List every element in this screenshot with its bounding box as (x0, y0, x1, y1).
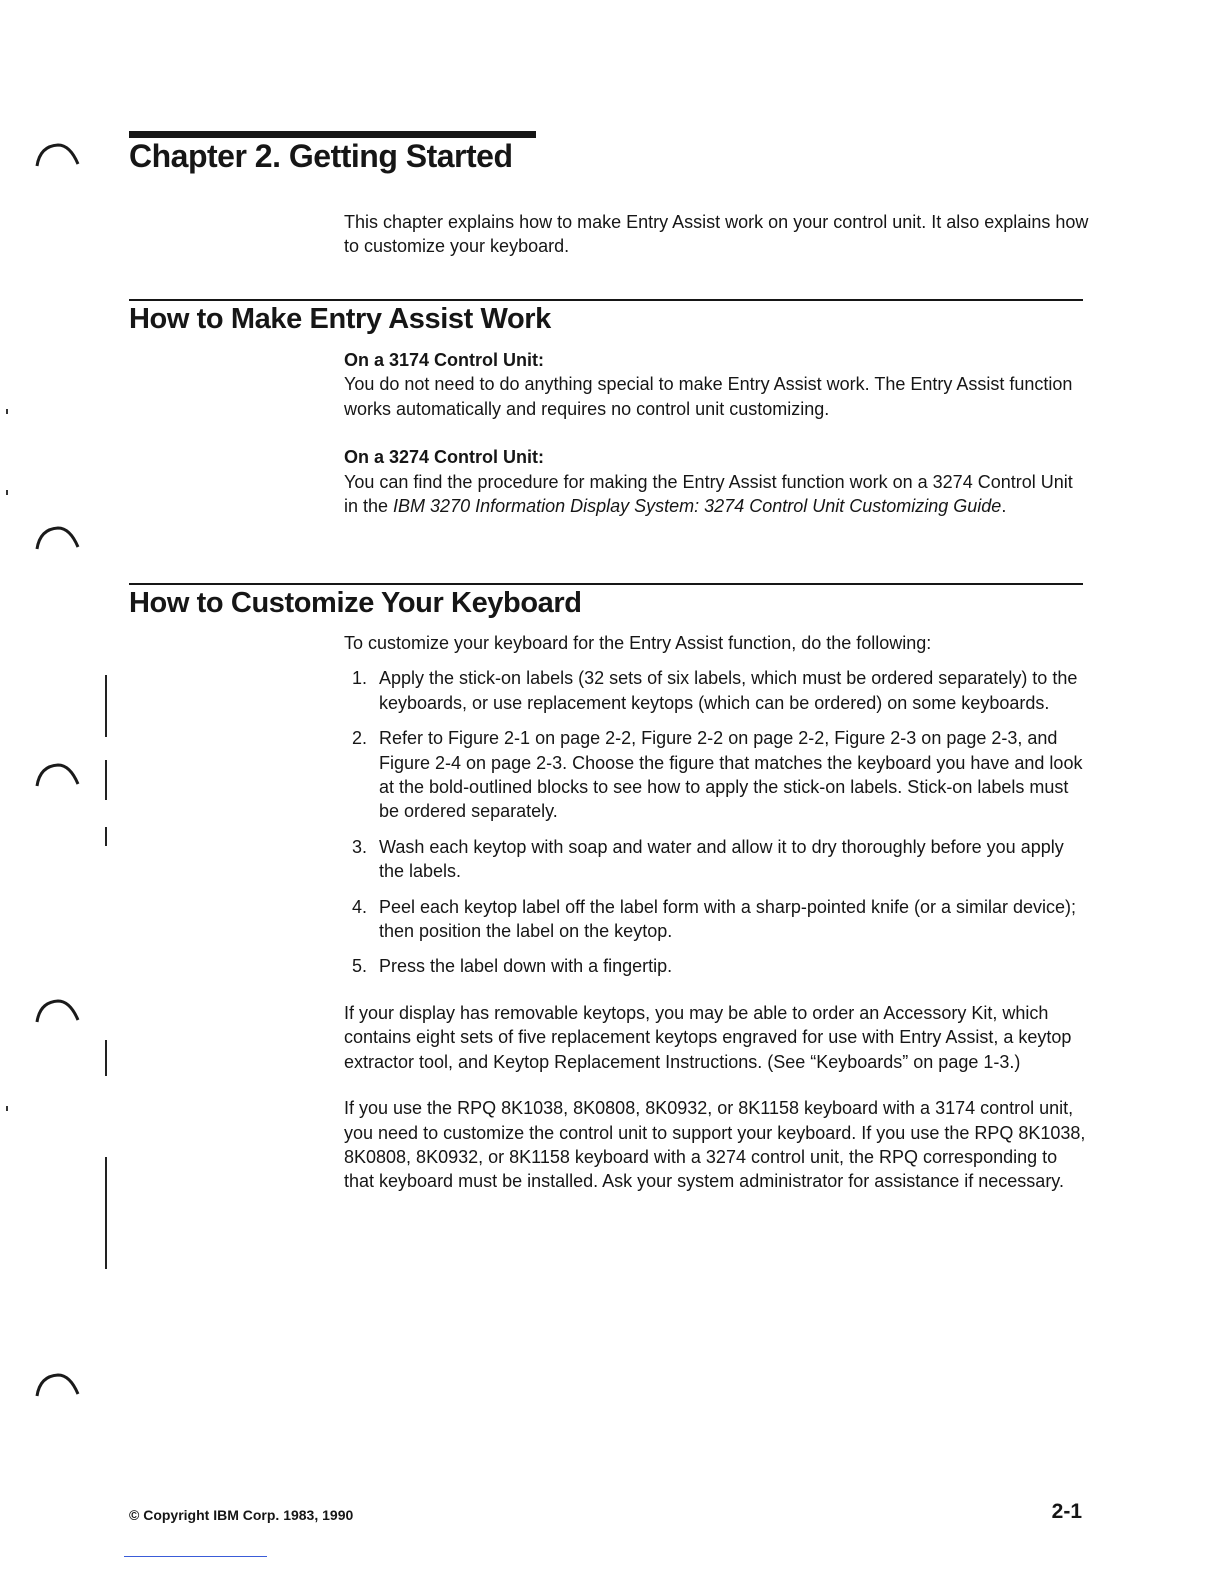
paragraph-3174: You do not need to do anything special to make Entry Assist work. The Entry Assist function works automatically and requires no control unit customizing. (344, 374, 1073, 419)
steps-list (344, 666, 1089, 978)
section-title-keyboard: How to Customize Your Keyboard (129, 587, 582, 619)
footer-link-underline (124, 1556, 267, 1557)
paragraph-3274 (344, 470, 1089, 519)
step-text: Apply the stick-on labels (32 sets of six labels, which must be ordered separately) to the keyboards, or use replacement keytops (which can be ordered) on some keyboards. (379, 668, 1078, 713)
keyboard-intro: To customize your keyboard for the Entry Assist function, do the following: (344, 633, 932, 653)
revision-bar (105, 675, 107, 737)
step-text: Refer to Figure 2-1 on page 2-2, Figure 2-2 on page 2-2, Figure 2-3 on page 2-3, and Figure 2-4 on page 2-3. Choose the figure that matches the keyboard you have and look at the bold-outlined blocks to see how to apply the stick-on labels. Stick-on labels must be ordered separately. (379, 728, 1083, 822)
paragraph-3274-end: . (1001, 496, 1007, 517)
step-number: 4. (352, 896, 368, 917)
paragraph-rpq: If you use the RPQ 8K1038, 8K0808, 8K0932, or 8K1158 keyboard with a 3174 control unit, you need to customize the control unit to support your keyboard. If you use the RPQ 8K1038, 8K0808, 8K0932, or 8K1158 keyboard with a 3274 control unit, the RPQ corresponding to that keyboard must be installed. Ask your system administrator for assistance if necessary. (344, 1098, 1086, 1192)
list-item (344, 954, 1089, 978)
chapter-title: Chapter 2. Getting Started (129, 138, 513, 174)
section-rule (129, 299, 1083, 301)
book-title-reference: IBM 3270 Information Display System: 3274 Control Unit Customizing Guide (393, 496, 1002, 517)
binder-mark-icon (34, 998, 80, 1024)
subheading-3274: On a 3274 Control Unit: (344, 447, 545, 468)
chapter-intro (344, 210, 1089, 259)
step-number: 3. (352, 836, 368, 857)
step-text: Peel each keytop label off the label form with a sharp-pointed knife (or a similar device); then position the label on the keytop. (379, 896, 1077, 942)
step-number: 1. (352, 668, 368, 689)
copyright-notice: © Copyright IBM Corp. 1983, 1990 (129, 1507, 354, 1523)
binder-mark-icon (34, 1372, 80, 1398)
revision-bar (105, 760, 107, 800)
section-entry-assist-body (344, 348, 1089, 518)
section-keyboard-body (344, 631, 1089, 1194)
list-item (344, 895, 1089, 944)
step-text: Wash each keytop with soap and water and allow it to dry thoroughly before you apply the labels. (379, 836, 1064, 882)
revision-bar (105, 1157, 107, 1269)
step-number: 5. (352, 956, 368, 977)
section-title-entry-assist: How to Make Entry Assist Work (129, 303, 551, 335)
revision-bar (105, 827, 107, 846)
binder-mark-icon (34, 762, 80, 788)
list-item (344, 835, 1089, 884)
scan-speck (6, 1106, 8, 1111)
page-number: 2-1 (1051, 1500, 1082, 1523)
list-item (344, 726, 1089, 824)
binder-mark-icon (34, 142, 80, 168)
revision-bar (105, 1040, 107, 1076)
step-number: 2. (352, 728, 368, 749)
step-text: Press the label down with a fingertip. (379, 956, 673, 977)
chapter-intro-text: This chapter explains how to make Entry Assist work on your control unit. It also explains how to customize your keyboard. (344, 212, 1089, 257)
chapter-rule (129, 131, 536, 138)
scan-speck (6, 490, 8, 495)
list-item (344, 666, 1089, 715)
scan-speck (6, 409, 8, 414)
binder-mark-icon (34, 525, 80, 551)
subheading-3174: On a 3174 Control Unit: (344, 350, 545, 370)
section-rule (129, 583, 1083, 585)
paragraph-accessory-kit: If your display has removable keytops, you may be able to order an Accessory Kit, which contains eight sets of five replacement keytops engraved for use with Entry Assist, a keytop extractor tool, and Keytop Replacement Instructions. (See “Keyboards” on page 1-3.) (344, 1002, 1072, 1072)
paragraph-3274-lead: You can find the procedure for making the Entry Assist function work on a 3274 Control Unit in the (344, 471, 1073, 517)
